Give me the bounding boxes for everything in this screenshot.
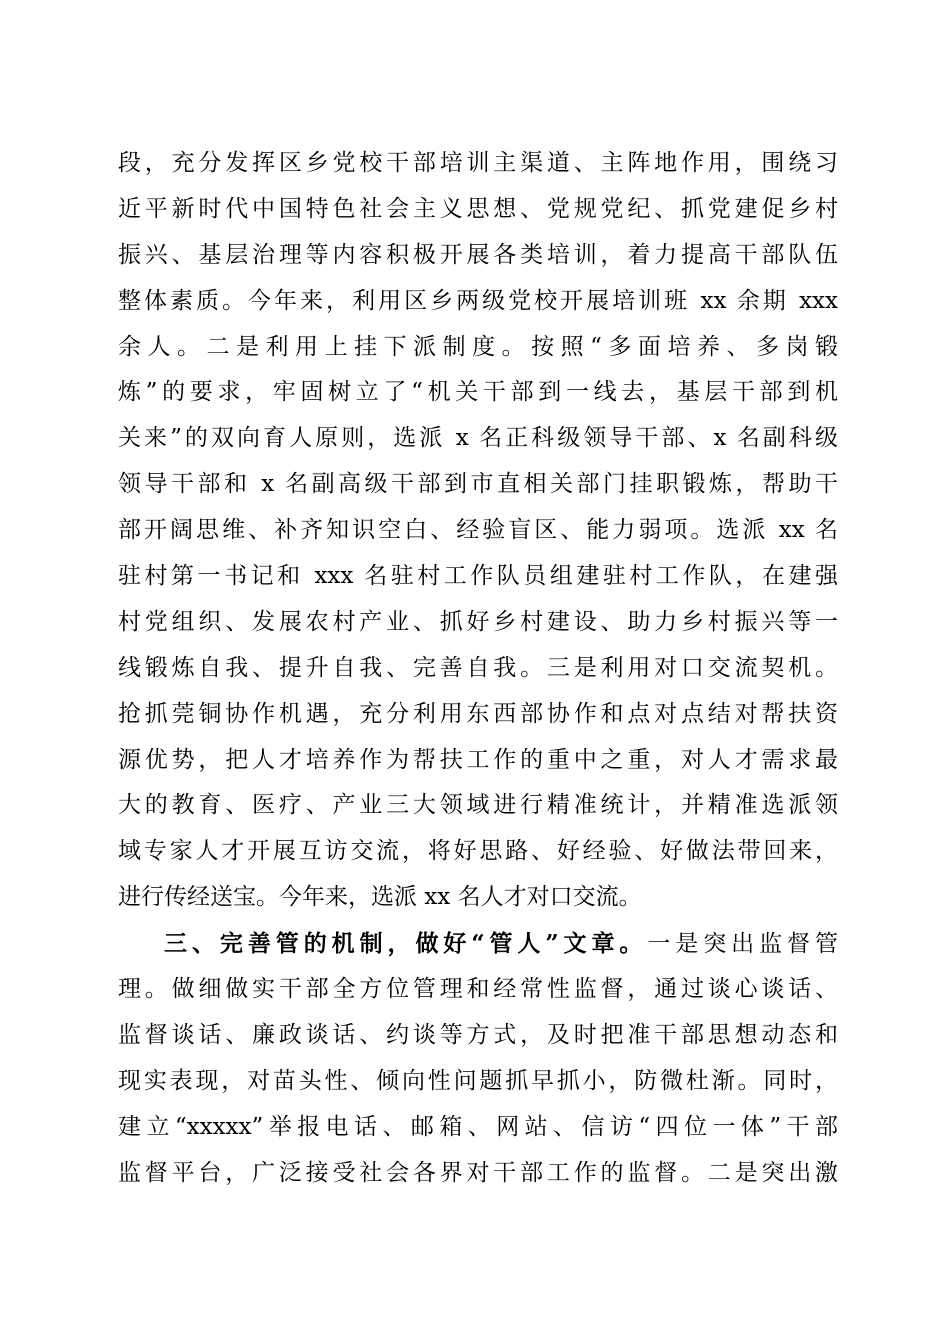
paragraph-line: 关来”的双向育人原则，选派 x 名正科级领导干部、x 名副科级 xyxy=(118,425,838,452)
document-body xyxy=(118,141,838,1196)
paragraph-line: 部开阔思维、补齐知识空白、经验盲区、能力弱项。选派 xx 名 xyxy=(118,517,838,544)
paragraph-line: 大的教育、医疗、产业三大领域进行精准统计，并精准选派领 xyxy=(118,792,838,819)
paragraph-line: 源优势，把人才培养作为帮扶工作的重中之重，对人才需求最 xyxy=(118,746,838,773)
section-3-line: 监督谈话、廉政谈话、约谈等方式，及时把准干部思想动态和 xyxy=(118,1021,838,1048)
section-3-line: 建立“xxxxx”举报电话、邮箱、网站、信访“四位一体”干部 xyxy=(118,1113,838,1140)
paragraph-line: 领导干部和 x 名副高级干部到市直相关部门挂职锻炼，帮助干 xyxy=(118,471,838,498)
paragraph-line: 振兴、基层治理等内容积极开展各类培训，着力提高干部队伍 xyxy=(118,241,838,268)
section-3-line: 理。做细做实干部全方位管理和经常性监督，通过谈心谈话、 xyxy=(118,976,838,1003)
section-3-line: 监督平台，广泛接受社会各界对干部工作的监督。二是突出激 xyxy=(118,1159,838,1186)
paragraph-line: 村党组织、发展农村产业、抓好乡村建设、助力乡村振兴等一 xyxy=(118,608,838,635)
section-3-first-line-text: 一是突出监督管 xyxy=(647,931,838,958)
paragraph-line: 近平新时代中国特色社会主义思想、党规党纪、抓党建促乡村 xyxy=(118,195,838,222)
paragraph-line: 抢抓莞铜协作机遇，充分利用东西部协作和点对点结对帮扶资 xyxy=(118,700,838,727)
paragraph-line: 整体素质。今年来，利用区乡两级党校开展培训班 xx 余期 xxx xyxy=(118,287,838,314)
section-3-heading: 三、完善管的机制，做好“管人”文章。 xyxy=(164,930,648,958)
paragraph-line: 驻村第一书记和 xxx 名驻村工作队员组建驻村工作队，在建强 xyxy=(118,563,838,590)
section-3-line: 现实表现，对苗头性、倾向性问题抓早抓小，防微杜渐。同时， xyxy=(118,1067,838,1094)
paragraph-line: 余人。二是利用上挂下派制度。按照“多面培养、多岗锻 xyxy=(118,333,838,360)
paragraph-line: 炼”的要求，牢固树立了“机关干部到一线去，基层干部到机 xyxy=(118,379,838,406)
paragraph-line: 域专家人才开展互访交流，将好思路、好经验、好做法带回来， xyxy=(118,838,838,865)
section-3-first-line xyxy=(118,921,838,967)
paragraph-line: 进行传经送宝。今年来，选派 xx 名人才对口交流。 xyxy=(118,884,642,911)
paragraph-line: 段，充分发挥区乡党校干部培训主渠道、主阵地作用，围绕习 xyxy=(118,150,838,176)
paragraph-line: 线锻炼自我、提升自我、完善自我。三是利用对口交流契机。 xyxy=(118,654,838,681)
